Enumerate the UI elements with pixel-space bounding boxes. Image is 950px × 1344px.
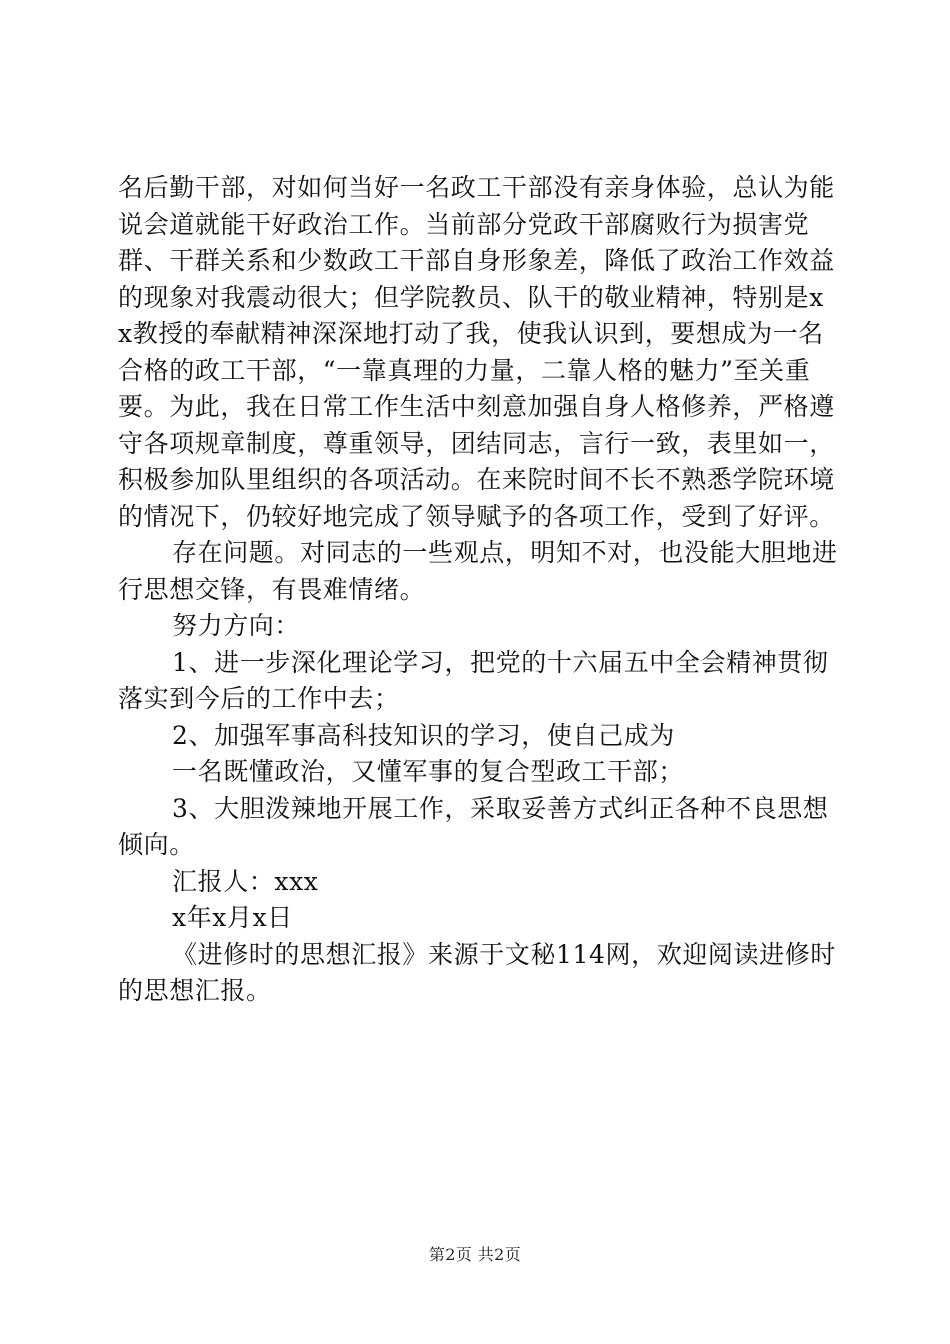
paragraph-1: 名后勤干部，对如何当好一名政工干部没有亲身体验，总认为能说会道就能干好政治工作。当前部分党政干部腐败行为损害党群、干群关系和少数政工干部自身形象差，降低了政治工作效益的现象对我震动很大；但学院教员、队干的敬业精神，特别是xx教授的奉献精神深深地打动了我，使我认识到，要想成为一名合格的政工干部，“一靠真理的力量，二靠人格的魅力”至关重要。为此，我在日常工作生活中刻意加强自身人格修养，严格遵守各项规章制度，尊重领导，团结同志，言行一致，表里如一，积极参加队里组织的各项活动。在来院时间不长不熟悉学院环境的情况下，仍较好地完成了领导赋予的各项工作，受到了好评。 bbox=[118, 173, 835, 531]
page-number-footer: 第2页 共2页 bbox=[428, 1245, 522, 1264]
list-item-2: 2、加强军事高科技知识的学习，使自己成为 bbox=[172, 720, 675, 750]
list-item-3: 3、大胆泼辣地开展工作，采取妥善方式纠正各种不良思想倾向。 bbox=[118, 793, 829, 859]
document-body bbox=[118, 170, 838, 1010]
paragraph-direction-heading: 努力方向： bbox=[172, 611, 301, 640]
reporter-line: 汇报人：xxx bbox=[172, 866, 319, 896]
source-note: 《进修时的思想汇报》来源于文秘114网，欢迎阅读进修时的思想汇报。 bbox=[118, 939, 836, 1005]
date-line: x年x月x日 bbox=[172, 903, 293, 932]
list-item-2-continued: 一名既懂政治，又懂军事的复合型政工干部； bbox=[172, 757, 685, 786]
list-item-1: 1、进一步深化理论学习，把党的十六届五中全会精神贯彻落实到今后的工作中去； bbox=[118, 647, 829, 713]
paragraph-problems: 存在问题。对同志的一些观点，明知不对，也没能大胆地进行思想交锋，有畏难情绪。 bbox=[118, 538, 838, 604]
